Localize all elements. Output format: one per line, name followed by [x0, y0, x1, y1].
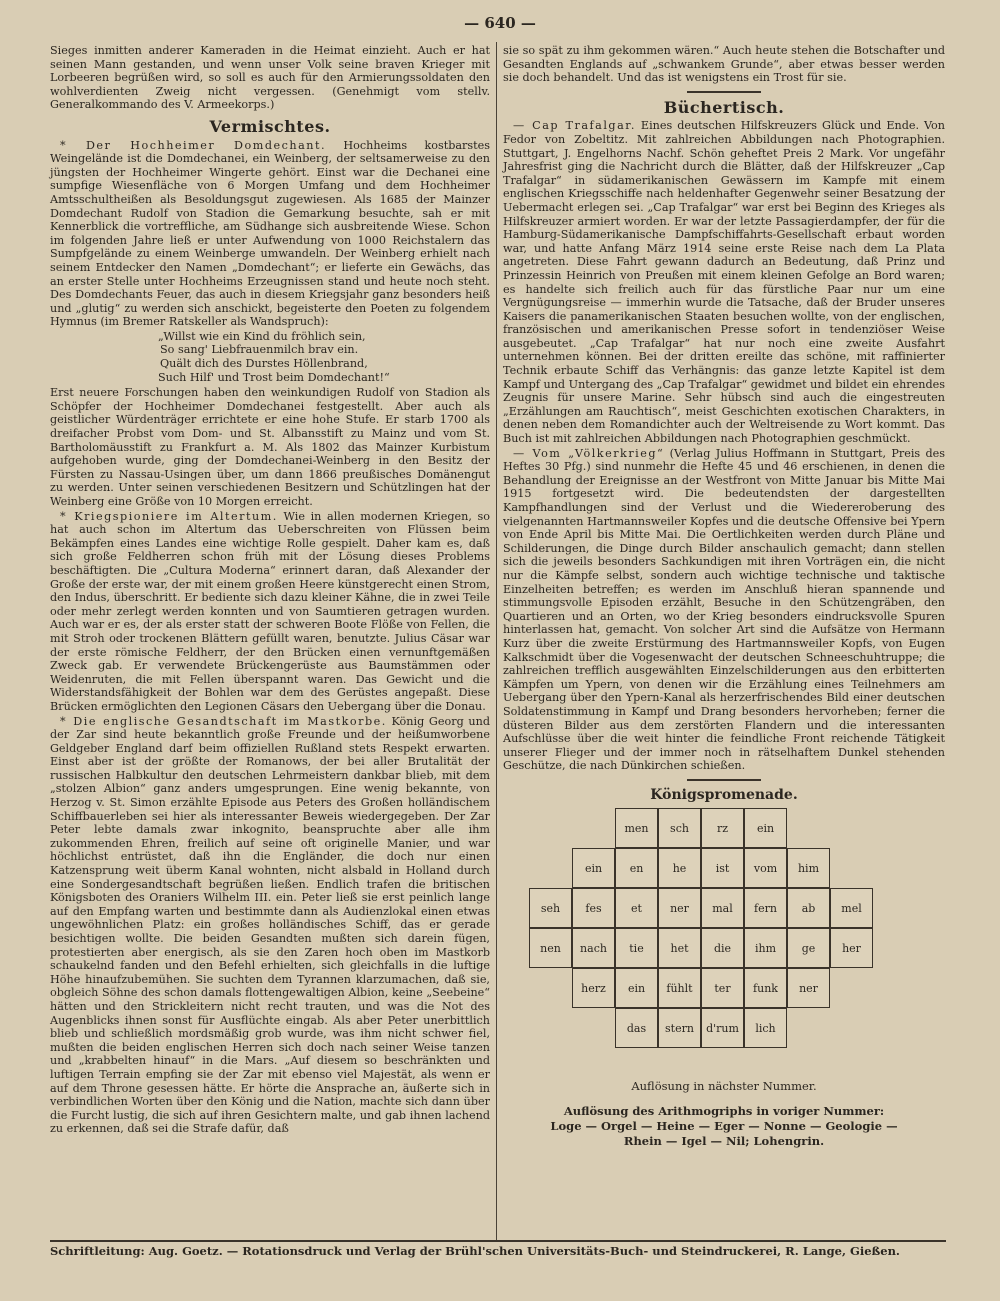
separator	[687, 779, 761, 781]
puzzle-cell: lich	[744, 1008, 787, 1048]
puzzle-cell: die	[701, 928, 744, 968]
review-body: (Verlag Julius Hoffmann in Stuttgart, Preis des Heftes 30 Pfg.) sind nunmehr die Hefte 45 und 46 erschienen, in denen die Behandlung der Ereignisse an der Westfront von Mitte Januar bis Mitte Mai 1915 fortgesetzt wird. Die bedeutendsten der dargestellten Kampfhandlungen sind der Verlust und die Wiedereroberung des vielgenannten Hartmannsweiler Kopfes und die deutsche Offensive bei Ypern von Ende April bis Mitte Mai. Die Oertlichkeiten werden durch Pläne und Schilderungen, die Dinge durch Bilder anschaulich gemacht; dann stellen sich die jeweils besonders Sachkundigen mit ihren Vorträgen ein, die nicht nur die Kämpfe selbst, sondern auch wichtige technische und taktische Einzelheiten betreffen; es werden im Anschluß hieran spannende und stimmungsvolle Episoden erzählt, Besuche in den Schützengräben, den Quartieren und an Orten, wo der Krieg besonders eindrucksvolle Spuren hinterlassen hat, gemacht. Von solcher Art sind die Aufsätze von Hermann Kurz über die zweite Erstürmung des Hartmannsweiler Kopfs, von Eugen Kalkschmidt über die Vogesenwacht der deutschen Schneeschuhtruppe; die zahlreichen trefflich ausgewählten Einzelschilderungen aus den erbitterten Kämpfen um Ypern, von denen wir die Erzählung eines Teilnehmers am Uebergang über den Ypern-Kanal als herzerfrischendes Bild einer deutschen Soldatenstimmung in Kampf und Drang besonders hervorheben; ferner die düsteren Bilder aus dem zerstörten Flandern und die interessanten Aufschlüsse über die weit hinter die feindliche Front reichende Tätigkeit unserer Flieger und der immer noch in rätselhaftem Dunkel stehenden Geschütze, die nach Dünkirchen schießen.	[503, 446, 946, 773]
solution-title: Auflösung des Arithmogriphs in voriger Nummer:	[563, 1104, 885, 1119]
puzzle-cell: men	[615, 808, 658, 848]
puzzle-cell: ein	[572, 848, 615, 888]
puzzle-cell: ner	[787, 968, 830, 1008]
puzzle-cell: nach	[572, 928, 615, 968]
puzzle-cell: het	[658, 928, 701, 968]
left-column	[50, 44, 490, 1137]
puzzle-grid	[503, 808, 943, 1078]
puzzle-cell: ab	[787, 888, 830, 928]
puzzle-cell: ner	[658, 888, 701, 928]
puzzle-cell: ist	[701, 848, 744, 888]
puzzle-cell: tie	[615, 928, 658, 968]
puzzle-cell: fern	[744, 888, 787, 928]
article-gesandtschaft	[50, 715, 490, 1136]
section-heading-buechertisch: Büchertisch.	[663, 97, 785, 117]
solution-line: Loge — Orgel — Heine — Eger — Nonne — Geologie —	[550, 1119, 898, 1134]
separator	[687, 91, 761, 93]
solution-block	[503, 1104, 945, 1149]
puzzle-title: Königspromenade.	[650, 786, 798, 803]
article-body: König Georg und der Zar sind heute bekanntlich große Freunde und der heißumworbene Geldgeber England darf beim offiziellen Rußland stets Respekt erwarten. Einst aber ist der größte der Romanows, der bei aller Brutalität der russischen Halbkultur den deutschen Lehrmeistern dankbar blieb, mit dem „stolzen Albion“ ganz anders umgesprungen. Eine wenig bekannte, von Herzog v. St. Simon erzählte Episode aus Peters des Großen holländischem Schiffbauerleben sei hier als interessanter Beweis wiedergegeben. Der Zar Peter lebte damals zwar inkognito, beanspruchte aber alle ihm zukommenden Ehren, freilich auf seine oft originelle Manier, und war höchlichst entrüstet, daß ihn die Engländer, die doch nur einen Katzensprung weit überm Kanal wohnten, nicht alsbald in Holland durch eine Sondergesandtschaft begrüßen ließen. Endlich trafen die britischen Königsboten des Oraniers Wilhelm III. ein. Peter ließ sie erst peinlich lange auf den Empfang warten und bestimmte dann als Audienzlokal einen etwas ungewöhnlichen Platz: ein großes holländisches Schiff, das er gerade besichtigen wollte. Die beiden Gesandten mußten sich darein fügen, protestierten aber energisch, als sie den Zaren hoch oben im Mastkorb schaukelnd fanden und den Befehl erhielten, sich gleichfalls in die luftige Höhe hinaufzubemühen. Sie suchten dem Tyrannen klarzumachen, daß sie, obgleich Söhne des schon damals flottengewaltigen Albion, keine „Seebeine“ hätten und den Strickleitern nicht recht trauten, und was die Not des Augenblicks ihnen sonst für Ausflüchte eingab. Als aber Peter unerbittlich blieb und schließlich mordsmäßig grob wurde, was ihm nicht schwer fiel, mußten die beiden englischen Herren sich doch nach seiner Weise tanzen und „krabbelten hinauf“ in die Mars. „Auf diesem so beschränkten und luftigen Terrain empfing sie der Zar mit ebenso viel Majestät, als wenn er auf dem Throne gesessen hätte. Er hörte die Ansprache an, äußerte sich in verbindlichen Worten über den König und die Nation, machte sich dann über die Furcht lustig, die sich auf ihren Gesichtern malte, und gab ihnen lachend zu erkennen, daß sei die Strafe dafür, daß	[50, 714, 490, 1136]
footer-rule	[50, 1240, 946, 1242]
puzzle-cell: sch	[658, 808, 701, 848]
puzzle-cell: das	[615, 1008, 658, 1048]
puzzle-cell: him	[787, 848, 830, 888]
article-body: Erst neuere Forschungen haben den weinkundigen Rudolf von Stadion als Schöpfer der Hochheimer Domdechanei festgestellt. Aber auch als geistlicher Würdenträger errichtete er eine hohe Stufe. Er starb 1700 als dreifacher Probst vom Dom- und St. Albansstift zu Mainz und vom St. Bartholomäusstift zu Frankfurt a. M. Als 1802 das Mainzer Kurbistum aufgehoben wurde, ging der Domdechanei-Weinberg in den Besitz der Fürsten zu Nassau-Usingen über, um dann 1866 preußisches Domänengut zu werden. Unter seinen verschiedenen Besitzern und Schützlingen hat der Weinberg eine Größe von 10 Morgen erreicht.	[50, 386, 490, 508]
article-body: Hochheims kostbarstes Weingelände ist die Domdechanei, ein Weinberg, der seltsamerweise zu den jüngsten der Hochheimer Wingerte gehört. Einst war die Dechanei eine sumpfige Wiesenfläche von 6 Morgen Umfang und dem Hochheimer Amtsschultheißen als Besoldungsgut zugewiesen. Als 1685 der Mainzer Domdechant Rudolf von Stadion die Gemarkung besuchte, sah er mit Kennerblick die vortreffliche, am Südhange sich ausbreitende Wiese. Schon im folgenden Jahre ließ er unter Aufwendung von 1000 Reichstalern das Sumpfgelände zu einem Weinberge umwandeln. Der Weinberg erhielt nach seinem Entdecker den Namen „Domdechant“; er lieferte ein Gewächs, das an erster Stelle unter Hochheims Erzeugnissen stand und heute noch steht. Des Domdechants Feuer, das auch in diesem Kriegsjahr ganz besonders heiß und „glutig“ zu werden sich anschickt, begeisterte den Poeten zu folgendem Hymnus (im Bremer Ratskeller als Wandspruch):	[50, 138, 490, 329]
puzzle-cell: d'rum	[701, 1008, 744, 1048]
article-title: * Der Hochheimer Domdechant.	[60, 138, 327, 152]
puzzle-cell: he	[658, 848, 701, 888]
review-cap-trafalgar	[503, 119, 945, 445]
puzzle-caption: Auflösung in nächster Nummer.	[631, 1079, 817, 1094]
section-heading-vermischtes: Vermischtes.	[209, 116, 331, 136]
puzzle-cell: ter	[701, 968, 744, 1008]
review-title: — Cap Trafalgar.	[513, 119, 636, 133]
article-body: Wie in allen modernen Kriegen, so hat auch schon im Altertum das Ueberschreiten von Flüssen beim Bekämpfen eines Landes eine wichtige Rolle gespielt. Daher kam es, daß sich große Feldherren schon früh mit der Lösung dieses Problems beschäftigten. Die „Cultura Moderna“ erinnert daran, daß Alexander der Große der erste war, der mit einem großen Heere künstgerecht einen Strom, den Indus, überschritt. Er bediente sich dazu kleiner Kähne, die in zwei Teile oder mehr zerlegt werden konnten und von Saumtieren getragen wurden. Auch war er es, der als erster statt der schweren Boote Flöße von Fellen, die mit Stroh oder trockenen Blättern gefüllt waren, benutzte. Julius Cäsar war der erste römische Feldherr, der den Brücken einen vernunftgemäßen Zweck gab. Er verwendete Brückengerüste aus Baumstämmen oder Weidenruten, die mit Fellen überspannt waren. Das Gewicht und die Widerstandsfähigkeit der Bohlen war dem des Gerüstes angepaßt. Diese Brücken ermöglichten den Legionen Cäsars den Uebergang über die Donau.	[50, 509, 490, 713]
poem-line: So sang' Liebfrauenmilch brav ein.	[160, 343, 359, 357]
puzzle-cell: ge	[787, 928, 830, 968]
puzzle-cell: ein	[744, 808, 787, 848]
puzzle-cell: mel	[830, 888, 873, 928]
puzzle-cell: et	[615, 888, 658, 928]
poem	[158, 330, 490, 384]
article-title: * Die englische Gesandtschaft im Mastkorbe.	[60, 714, 387, 728]
article-domdechant	[50, 139, 490, 329]
puzzle-cell: seh	[529, 888, 572, 928]
article-title: * Kriegspioniere im Altertum.	[60, 509, 278, 523]
puzzle-cell: fes	[572, 888, 615, 928]
page-number: — 640 —	[464, 14, 536, 32]
puzzle-cell: nen	[529, 928, 572, 968]
puzzle-cell: funk	[744, 968, 787, 1008]
solution-line: Rhein — Igel — Nil; Lohengrin.	[623, 1134, 825, 1149]
puzzle-cell: vom	[744, 848, 787, 888]
review-body: Eines deutschen Hilfskreuzers Glück und Ende. Von Fedor von Zobeltitz. Mit zahlreichen Abbildungen nach Photographien. Stuttgart, J. Engelhorns Nachf. Schön geheftet Preis 2 Mark. Vor ungefähr Jahresfrist ging die Nachricht durch die Blätter, daß der Hilfskreuzer „Cap Trafalgar“ in südamerikanischen Gewässern im Kampfe mit einem englischen Kriegsschiffe nach heldenhafter Gegenwehr seiner Besatzung der Uebermacht erlegen sei. „Cap Trafalgar“ war erst bei Beginn des Krieges als Hilfskreuzer armiert worden. Er war der letzte Passagierdampfer, der für die Hamburg-Südamerikanische Dampfschiffahrts-Gesellschaft erbaut worden war, und hatte Anfang März 1914 seine erste Reise nach dem La Plata angetreten. Diese Fahrt gewann dadurch an Bedeutung, daß Prinz und Prinzessin Heinrich von Preußen mit einem kleinen Gefolge an Bord waren; es handelte sich freilich auch für das fürstliche Paar nur um eine Vergnügungsreise — immerhin wurde die Tatsache, daß der Bruder unseres Kaisers die panamerikanischen Staaten besuchen wollte, von der englischen, französischen und amerikanischen Presse sofort in tendenziöser Weise ausgebeutet. „Cap Trafalgar“ hat nur noch eine zweite Ausfahrt unternehmen können. Bei der dritten ereilte das schöne, mit raffinierter Technik erbaute Schiff das Verhängnis: das ganze letzte Kapitel ist dem Kampf und Untergang des „Cap Trafalgar“ gewidmet und bildet ein ehrendes Zeugnis für unsere Marine. Sehr hübsch sind auch die eingestreuten „Erzählungen am Rauchtisch“, meist Geschichten exotischen Charakters, in denen neben dem Romandichter auch der Weltreisende zu Wort kommt. Das Buch ist mit zahlreichen Abbildungen nach Photographien geschmückt.	[503, 119, 945, 446]
poem-line: „Willst wie ein Kind du fröhlich sein,	[158, 329, 366, 343]
right-column	[503, 44, 945, 1149]
review-title: — Vom „Völkerkrieg“	[513, 446, 665, 460]
puzzle-cell: her	[830, 928, 873, 968]
article-kriegspioniere	[50, 510, 490, 714]
puzzle-cell: mal	[701, 888, 744, 928]
puzzle-cell: ihm	[744, 928, 787, 968]
intro-paragraph: Sieges inmitten anderer Kameraden in die Heimat einzieht. Auch er hat seinen Mann gestanden, und wenn unser Volk seine braven Krieger mit Lorbeeren begrüßen wird, so soll es auch für den Armierungssoldaten den wohlverdienten Zweig nicht vergessen. (Genehmigt vom stellv. Generalkommando des V. Armeekorps.)	[50, 44, 490, 112]
puzzle-cell: rz	[701, 808, 744, 848]
puzzle-cell: ein	[615, 968, 658, 1008]
puzzle-cell: en	[615, 848, 658, 888]
imprint-footer: Schriftleitung: Aug. Goetz. — Rotationsdruck und Verlag der Brühl'schen Universitäts-Buch- und Steindruckerei, R. Lange, Gießen.	[50, 1244, 900, 1258]
review-voelkerkrieg	[503, 447, 945, 773]
article-continuation: sie so spät zu ihm gekommen wären.“ Auch heute stehen die Botschafter und Gesandten Englands auf „schwankem Grunde“, aber etwas besser werden sie doch behandelt. Und das ist wenigstens ein Trost für sie.	[503, 44, 945, 85]
poem-line: Quält dich des Durstes Höllenbrand,	[160, 357, 368, 371]
puzzle-cell: herz	[572, 968, 615, 1008]
puzzle-cell: stern	[658, 1008, 701, 1048]
poem-line: Such Hilf' und Trost beim Domdechant!“	[158, 370, 390, 384]
puzzle-cell: fühlt	[658, 968, 701, 1008]
column-divider	[496, 42, 497, 1240]
